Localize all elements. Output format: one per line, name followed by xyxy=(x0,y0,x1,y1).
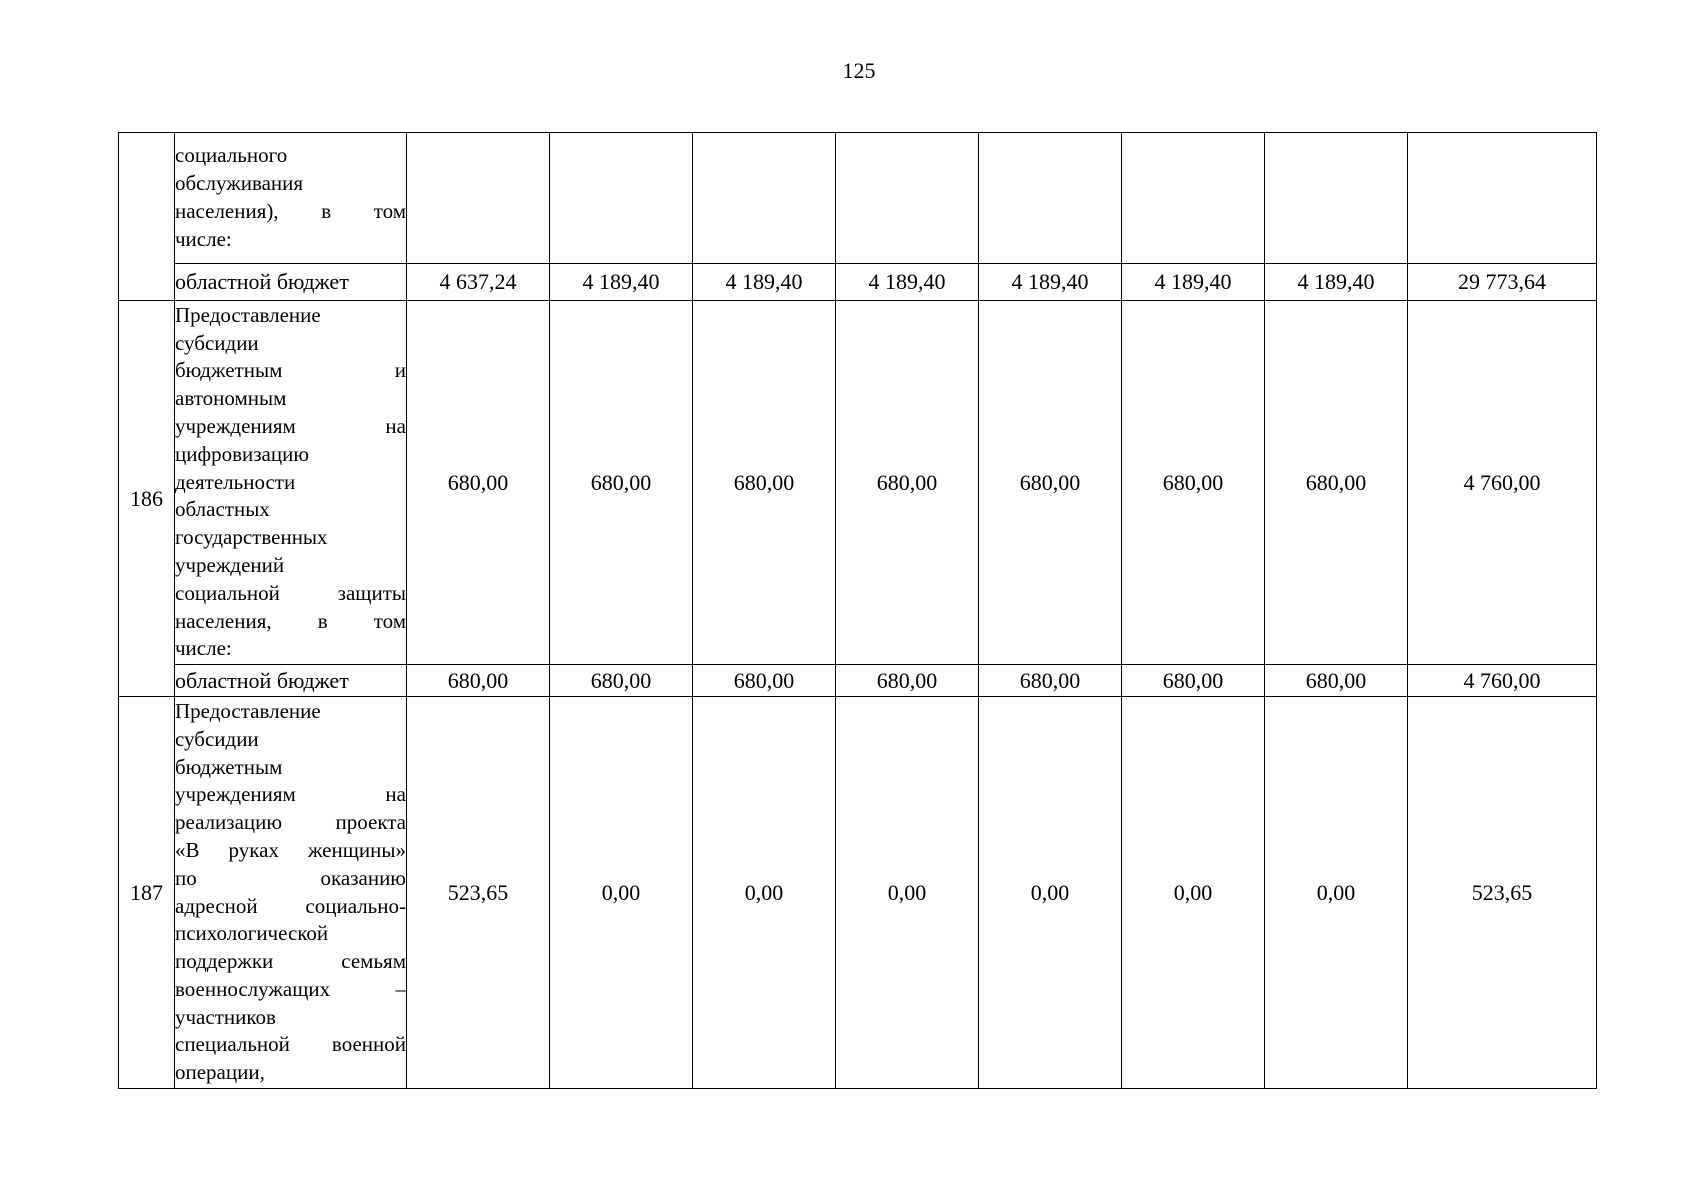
year-value-cell: 0,00 xyxy=(1122,697,1265,1089)
table-row xyxy=(119,697,1597,1089)
table-row xyxy=(119,133,1597,264)
year-value-cell: 0,00 xyxy=(693,697,836,1089)
source-value-cell: 680,00 xyxy=(979,665,1122,697)
source-total-cell: 29 773,64 xyxy=(1408,264,1597,301)
source-value-cell: 4 637,24 xyxy=(407,264,550,301)
source-value-cell: 680,00 xyxy=(1122,665,1265,697)
total-value-cell: 523,65 xyxy=(1408,697,1597,1089)
funding-source-label: областной бюджет xyxy=(175,665,407,697)
description-line: учреждений xyxy=(175,552,285,577)
year-value-cell: 680,00 xyxy=(1122,301,1265,665)
source-value-cell: 4 189,40 xyxy=(1122,264,1265,301)
description-line: социальной защиты xyxy=(175,580,406,605)
year-value-cell: 0,00 xyxy=(550,697,693,1089)
description-line: участников xyxy=(175,1004,276,1029)
row-description xyxy=(175,301,407,665)
funding-source-row xyxy=(119,264,1597,301)
year-value-cell xyxy=(1122,133,1265,264)
budget-table xyxy=(118,132,1597,1089)
source-value-cell: 4 189,40 xyxy=(836,264,979,301)
description-line: социального xyxy=(175,143,288,168)
source-value-cell: 4 189,40 xyxy=(693,264,836,301)
description-line: специальной военной xyxy=(175,1032,406,1057)
description-line: числе: xyxy=(175,636,232,661)
year-value-cell: 680,00 xyxy=(550,301,693,665)
total-value-cell: 4 760,00 xyxy=(1408,301,1597,665)
year-value-cell: 0,00 xyxy=(836,697,979,1089)
description-line: государственных xyxy=(175,525,328,550)
source-value-cell: 680,00 xyxy=(407,665,550,697)
year-value-cell: 680,00 xyxy=(1265,301,1408,665)
row-description xyxy=(175,133,407,264)
description-line: по оказанию xyxy=(175,865,406,890)
description-line: автономным xyxy=(175,386,287,411)
description-line: населения, в том xyxy=(175,608,406,633)
description-line: субсидии xyxy=(175,330,259,355)
year-value-cell xyxy=(1265,133,1408,264)
description-line: обслуживания xyxy=(175,171,304,196)
year-value-cell: 523,65 xyxy=(407,697,550,1089)
row-number: 186 xyxy=(119,301,175,697)
description-line: Предоставление xyxy=(175,302,321,327)
source-value-cell: 4 189,40 xyxy=(550,264,693,301)
description-line: операции, xyxy=(175,1060,265,1085)
description-line: областных xyxy=(175,497,270,522)
description-line: «В руках женщины» xyxy=(175,837,406,862)
year-value-cell: 680,00 xyxy=(407,301,550,665)
description-line: психологической xyxy=(175,921,329,946)
year-value-cell: 680,00 xyxy=(693,301,836,665)
source-value-cell: 4 189,40 xyxy=(979,264,1122,301)
source-value-cell: 680,00 xyxy=(693,665,836,697)
year-value-cell xyxy=(407,133,550,264)
row-description xyxy=(175,697,407,1089)
table-row xyxy=(119,301,1597,665)
table-body xyxy=(119,133,1597,1089)
source-value-cell: 680,00 xyxy=(550,665,693,697)
funding-source-row xyxy=(119,665,1597,697)
description-line: бюджетным xyxy=(175,754,283,779)
source-value-cell: 680,00 xyxy=(836,665,979,697)
description-line: поддержки семьям xyxy=(175,949,406,974)
source-value-cell: 4 189,40 xyxy=(1265,264,1408,301)
description-line: числе: xyxy=(175,226,232,251)
year-value-cell: 680,00 xyxy=(979,301,1122,665)
source-total-cell: 4 760,00 xyxy=(1408,665,1597,697)
source-value-cell: 680,00 xyxy=(1265,665,1408,697)
description-line: цифровизацию xyxy=(175,441,310,466)
description-line: Предоставление xyxy=(175,698,321,723)
description-line: субсидии xyxy=(175,726,259,751)
year-value-cell: 0,00 xyxy=(979,697,1122,1089)
row-number: 187 xyxy=(119,697,175,1089)
row-number xyxy=(119,133,175,301)
description-line: учреждениям на xyxy=(175,414,406,438)
year-value-cell: 0,00 xyxy=(1265,697,1408,1089)
total-value-cell xyxy=(1408,133,1597,264)
description-line: военнослужащих – xyxy=(175,976,406,1001)
year-value-cell xyxy=(836,133,979,264)
description-line: реализацию проекта xyxy=(175,810,406,835)
description-line: деятельности xyxy=(175,469,296,494)
page-number: 125 xyxy=(842,58,876,83)
description-line: адресной социально- xyxy=(175,893,406,918)
year-value-cell xyxy=(979,133,1122,264)
year-value-cell: 680,00 xyxy=(836,301,979,665)
description-line: бюджетным и xyxy=(175,358,406,383)
year-value-cell xyxy=(693,133,836,264)
year-value-cell xyxy=(550,133,693,264)
description-line: учреждениям на xyxy=(175,782,406,807)
funding-source-label: областной бюджет xyxy=(175,264,407,301)
description-line: населения), в том xyxy=(175,199,406,223)
